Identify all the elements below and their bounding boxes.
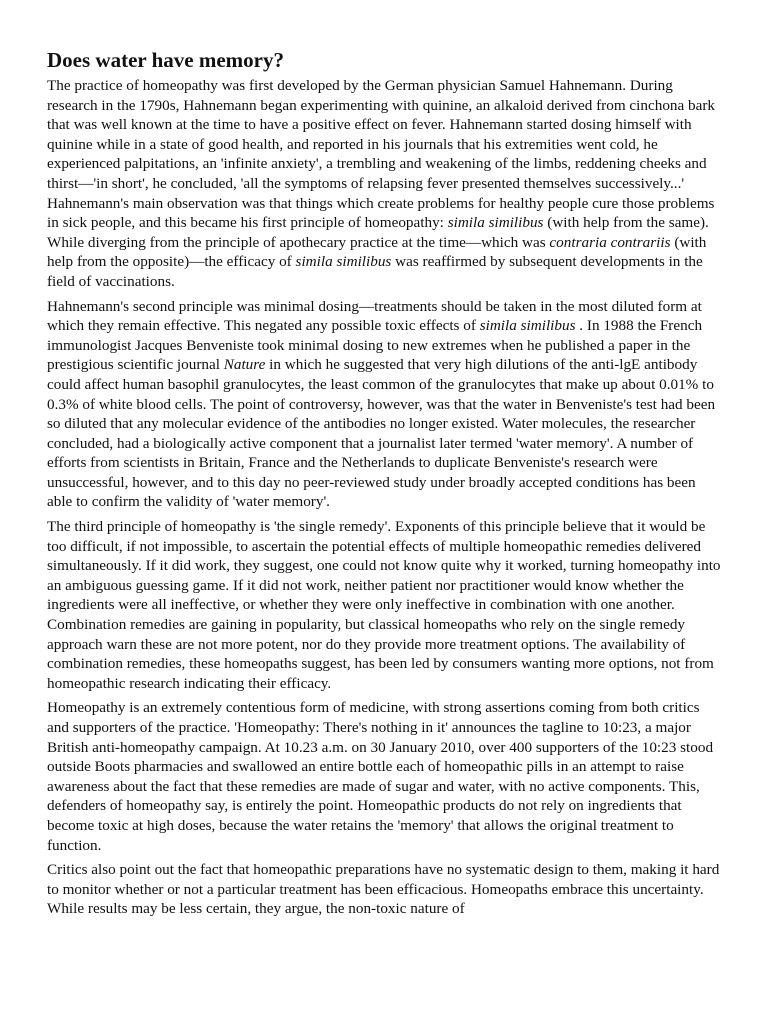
paragraph-1-latin-term-1: simila similibus (447, 214, 544, 232)
paragraph-2-latin-term: simila similibus (479, 317, 576, 335)
paragraph-2-journal-name: Nature (223, 356, 266, 374)
paragraph-5: Critics also point out the fact that homeopathic preparations have no systematic design to them, making it hard to monitor whether or not a particular treatment has been efficacious. Homeopaths embrace this uncertainty. While results may be less certain, they argue, the non-toxic nature of (47, 861, 720, 918)
article (47, 48, 723, 924)
paragraph-1 (47, 76, 723, 292)
paragraph-2-text-a: Hahnemann's second principle was minimal dosing—treatments should be taken in the most diluted form at which they remain effective. This negated any possible toxic effects of (47, 297, 702, 335)
paragraph-4: Homeopathy is an extremely contentious form of medicine, with strong assertions coming from both critics and supporters of the practice. 'Homeopathy: There's nothing in it' announces the tagline to 10:23, a major British anti-homeopathy campaign. At 10.23 a.m. on 30 January 2010, over 400 supporters of the 10:23 stood outside Boots pharmacies and swallowed an entire bottle each of homeopathic pills in an attempt to raise awareness about the fact that these remedies are made of sugar and water, with no active components. This, defenders of homeopathy say, is entirely the point. Homeopathic products do not rely on ingredients that become toxic at high doses, because the water retains the 'memory' that allows the original treatment to function. (47, 699, 714, 854)
paragraph-2-text-b: . In 1988 the French immunologist Jacques Benveniste took minimal dosing to new extremes when he published a paper in the prestigious scientific journal (47, 317, 703, 374)
article-title: Does water have memory? (47, 48, 284, 72)
paragraph-1-text-b: (with help from the same). While diverging from the principle of apothecary practice at the time—which was (47, 214, 709, 251)
paragraph-2 (47, 297, 723, 513)
paragraph-1-text-c: (with help from the opposite)—the efficacy of (47, 233, 707, 271)
paragraph-2-text-c: in which he suggested that very high dilutions of the anti-lgE antibody could affect human basophil granulocytes, the least common of the granulocytes that make up about 0.01% to 0.3% of white blood cells. The point of controversy, however, was that the water in Benveniste's test had been so diluted that any molecular evidence of the antibodies no longer existed. Water molecules, the researcher concluded, had a biologically active component that a journalist later termed 'water memory'. A number of efforts from scientists in Britain, France and the Netherlands to duplicate Benveniste's research were unsuccessful, however, and to this day no peer-reviewed study under broadly accepted conditions has been able to confirm the validity of 'water memory'. (47, 356, 716, 511)
paragraph-1-text-d: was reaffirmed by subsequent developments in the field of vaccinations. (47, 253, 703, 290)
paragraph-3: The third principle of homeopathy is 'the single remedy'. Exponents of this principle believe that it would be too difficult, if not impossible, to ascertain the potential effects of multiple homeopathic remedies delivered simultaneously. If it did work, they suggest, one could not know quite why it worked, turning homeopathy into an ambiguous guessing game. If it did not work, neither patient nor practitioner would know whether the ingredients were all ineffective, or whether they were only ineffective in combination with one another. Combination remedies are gaining in popularity, but classical homeopaths who rely on the single remedy approach warn these are not more potent, nor do they provide more treatment options. The availability of combination remedies, these homeopaths suggest, has been led by consumers wanting more options, not from homeopathic research indicating their efficacy. (47, 518, 721, 692)
paragraph-1-text-a: The practice of homeopathy was first developed by the German physician Samuel Hahnemann. During research in the 1790s, Hahnemann began experimenting with quinine, an alkaloid derived from cinchona bark that was well known at the time to have a positive effect on fever. Hahnemann started dosing himself with quinine while in a state of good health, and reported in his journals that his extremities went cold, he experienced palpitations, an 'infinite anxiety', a trembling and weakening of the limbs, reddening cheeks and thirst—'in short', he concluded, 'all the symptoms of relapsing fever presented themselves successively...' Hahnemann's main observation was that things which create problems for healthy people cure those problems in sick people, and this became his first principle of homeopathy: (47, 77, 716, 232)
paragraph-1-latin-term-3: simila similibus (295, 253, 392, 271)
paragraph-1-latin-term-2: contraria contrariis (549, 233, 671, 251)
